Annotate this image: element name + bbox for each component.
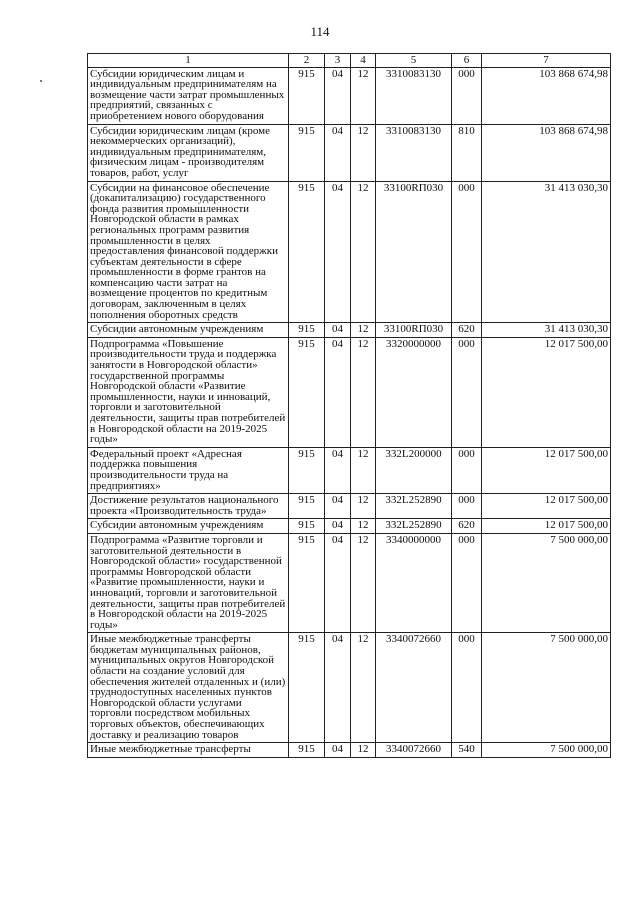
row-amount: 12 017 500,00 [482, 447, 611, 493]
row-description: Субсидии автономным учреждениям [88, 519, 289, 534]
row-description: Субсидии юридическим лицам (кроме некоммерческих организаций), индивидуальным предпринимателям, физическим лицам - производителям товаров, работ, услуг [88, 124, 289, 181]
margin-mark [40, 80, 42, 82]
row-col-2: 915 [289, 323, 325, 338]
row-col-6: 000 [452, 633, 482, 743]
row-col-3: 04 [325, 323, 351, 338]
row-col-2: 915 [289, 124, 325, 181]
row-col-4: 12 [351, 494, 376, 519]
row-col-4: 12 [351, 181, 376, 323]
row-col-6: 000 [452, 494, 482, 519]
row-description: Подпрограмма «Повышение производительности труда и поддержка занятости в Новгородской области» государственной программы Новгородской области «Развитие промышленности, науки и инноваций, торговли и заготовительной деятельности, защиты прав потребителей в Новгородской области на 2019-2025 годы» [88, 337, 289, 447]
row-col-5: 33100RП030 [376, 323, 452, 338]
row-col-5: 33100RП030 [376, 181, 452, 323]
row-col-5: 332L200000 [376, 447, 452, 493]
row-col-6: 000 [452, 67, 482, 124]
row-col-5: 3340000000 [376, 533, 452, 632]
row-amount: 31 413 030,30 [482, 323, 611, 338]
row-col-2: 915 [289, 533, 325, 632]
row-col-6: 000 [452, 337, 482, 447]
row-amount: 7 500 000,00 [482, 743, 611, 758]
row-col-3: 04 [325, 633, 351, 743]
row-col-3: 04 [325, 494, 351, 519]
header-col-2: 2 [289, 54, 325, 68]
row-col-3: 04 [325, 519, 351, 534]
row-col-3: 04 [325, 447, 351, 493]
row-col-3: 04 [325, 67, 351, 124]
table-body [88, 67, 611, 757]
row-description: Иные межбюджетные трансферты бюджетам муниципальных районов, муниципальных округов Новгородской области на создание условий для обеспечения жителей отдаленных и (или) труднодоступных населенных пунктов Новгородской области услугами торговли посредством мобильных торговых объектов, обеспечивающих доставку и реализацию товаров [88, 633, 289, 743]
header-row [88, 54, 611, 68]
row-col-3: 04 [325, 533, 351, 632]
row-col-6: 540 [452, 743, 482, 758]
row-col-5: 3320000000 [376, 337, 452, 447]
row-col-3: 04 [325, 337, 351, 447]
row-col-4: 12 [351, 124, 376, 181]
budget-table [87, 53, 611, 758]
header-col-5: 5 [376, 54, 452, 68]
row-description: Федеральный проект «Адресная поддержка повышения производительности труда на предприятиях» [88, 447, 289, 493]
table-row [88, 337, 611, 447]
row-col-2: 915 [289, 519, 325, 534]
row-amount: 12 017 500,00 [482, 494, 611, 519]
row-col-3: 04 [325, 743, 351, 758]
row-col-4: 12 [351, 743, 376, 758]
row-col-4: 12 [351, 337, 376, 447]
table-row [88, 743, 611, 758]
row-amount: 31 413 030,30 [482, 181, 611, 323]
row-col-2: 915 [289, 447, 325, 493]
header-col-6: 6 [452, 54, 482, 68]
row-amount: 7 500 000,00 [482, 533, 611, 632]
table-row [88, 67, 611, 124]
row-col-5: 3340072660 [376, 633, 452, 743]
row-amount: 12 017 500,00 [482, 337, 611, 447]
row-col-2: 915 [289, 337, 325, 447]
row-col-5: 3310083130 [376, 67, 452, 124]
table-row [88, 494, 611, 519]
table-row [88, 519, 611, 534]
row-col-5: 3310083130 [376, 124, 452, 181]
row-description: Иные межбюджетные трансферты [88, 743, 289, 758]
table-row [88, 447, 611, 493]
page-number: 114 [310, 24, 330, 39]
row-col-2: 915 [289, 743, 325, 758]
row-amount: 103 868 674,98 [482, 124, 611, 181]
row-description: Достижение результатов национального проекта «Производительность труда» [88, 494, 289, 519]
row-col-6: 000 [452, 447, 482, 493]
header-col-3: 3 [325, 54, 351, 68]
row-col-5: 332L252890 [376, 519, 452, 534]
row-amount: 103 868 674,98 [482, 67, 611, 124]
row-col-2: 915 [289, 494, 325, 519]
row-col-3: 04 [325, 124, 351, 181]
table-row [88, 323, 611, 338]
row-col-4: 12 [351, 519, 376, 534]
row-col-6: 810 [452, 124, 482, 181]
row-col-5: 332L252890 [376, 494, 452, 519]
row-col-6: 000 [452, 181, 482, 323]
row-col-4: 12 [351, 633, 376, 743]
row-col-6: 620 [452, 519, 482, 534]
row-col-4: 12 [351, 533, 376, 632]
header-col-1: 1 [88, 54, 289, 68]
row-col-4: 12 [351, 67, 376, 124]
table-row [88, 533, 611, 632]
row-col-3: 04 [325, 181, 351, 323]
row-col-2: 915 [289, 67, 325, 124]
row-col-2: 915 [289, 633, 325, 743]
row-col-6: 000 [452, 533, 482, 632]
table-row [88, 633, 611, 743]
table-header [88, 54, 611, 68]
row-amount: 7 500 000,00 [482, 633, 611, 743]
row-col-6: 620 [452, 323, 482, 338]
table-row [88, 124, 611, 181]
row-col-4: 12 [351, 323, 376, 338]
row-col-4: 12 [351, 447, 376, 493]
header-col-7: 7 [482, 54, 611, 68]
row-amount: 12 017 500,00 [482, 519, 611, 534]
table-row [88, 181, 611, 323]
row-col-5: 3340072660 [376, 743, 452, 758]
header-col-4: 4 [351, 54, 376, 68]
row-col-2: 915 [289, 181, 325, 323]
row-description: Субсидии юридическим лицам и индивидуальным предпринимателям на возмещение части затрат промышленных предприятий, связанных с приобретением нового оборудования [88, 67, 289, 124]
row-description: Субсидии на финансовое обеспечение (докапитализацию) государственного фонда развития промышленности Новгородской области в рамках региональных программ развития промышленности в целях предоставления финансовой поддержки субъектам деятельности в сфере промышленности в форме грантов на компенсацию части затрат на возмещение процентов по кредитным договорам, заключенным в целях пополнения оборотных средств [88, 181, 289, 323]
row-description: Подпрограмма «Развитие торговли и заготовительной деятельности в Новгородской области» государственной программы Новгородской области «Развитие промышленности, науки и инноваций, торговли и заготовительной деятельности, защиты прав потребителей в Новгородской области на 2019-2025 годы» [88, 533, 289, 632]
row-description: Субсидии автономным учреждениям [88, 323, 289, 338]
